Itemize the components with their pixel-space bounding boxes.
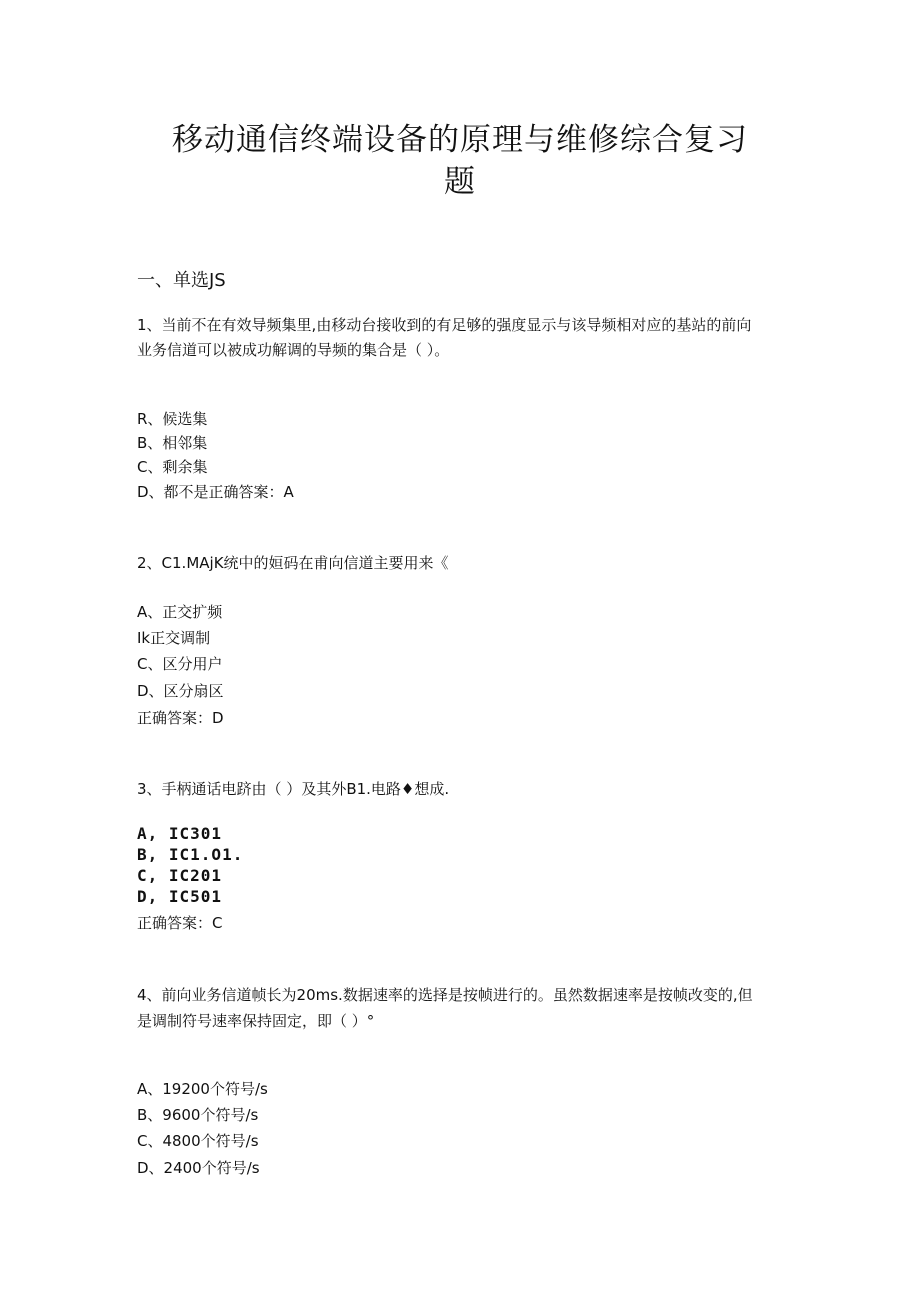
question-3-stem: 3、手柄通话电跻由（ ）及其外B1.电路♦想成.	[137, 780, 450, 798]
question-4-option-c: C、4800个符号/s	[137, 1132, 259, 1150]
question-1-stem-line-1: 1、当前不在有效导频集里,由移动台接收到的有足够的强度显示与该导频相对应的基站的前向	[137, 316, 752, 334]
question-2-stem: 2、C1.MAjK统中的姮码在甫向信道主要用来《	[137, 554, 449, 572]
document-title-line-1: 移动通信终端设备的原理与维修综合复习	[172, 122, 748, 158]
question-1-stem-line-2: 业务信道可以被成功解调的导频的集合是（ ）。	[137, 341, 450, 359]
question-1-option-c: C、剩余集	[137, 458, 208, 476]
question-4-stem-line-1: 4、前向业务信道帧长为20ms.数据速率的选择是按帧进行的。虽然数据速率是按帧改变的,但	[137, 986, 753, 1004]
question-4-option-b: B、9600个符号/s	[137, 1106, 259, 1124]
section-heading: 一、单选JS	[137, 270, 226, 291]
question-3-option-a: A, IC301	[137, 824, 223, 843]
question-1-option-a: R、候选集	[137, 410, 208, 428]
question-2-option-b: Ik正交调制	[137, 629, 211, 647]
question-3-option-c: C, IC201	[137, 866, 223, 885]
question-4-stem-line-2: 是调制符号速率保持固定，即（ ）°	[137, 1012, 375, 1030]
question-3-option-d: D, IC501	[137, 887, 223, 906]
question-2-option-d: D、区分扇区	[137, 682, 224, 700]
question-1-option-b: B、相邻集	[137, 434, 208, 452]
question-2-option-a: A、正交扩频	[137, 603, 223, 621]
question-4-option-a: A、19200个符号/s	[137, 1080, 268, 1098]
question-1-option-d: D、都不是正确答案：A	[137, 483, 294, 501]
question-4-option-d: D、2400个符号/s	[137, 1159, 260, 1177]
question-3-option-b: B, IC1.O1.	[137, 845, 244, 864]
question-2-option-c: C、区分用户	[137, 655, 223, 673]
question-3-answer: 正确答案：C	[137, 914, 223, 932]
document-title-line-2: 题	[444, 164, 476, 200]
question-2-answer: 正确答案：D	[137, 709, 224, 727]
